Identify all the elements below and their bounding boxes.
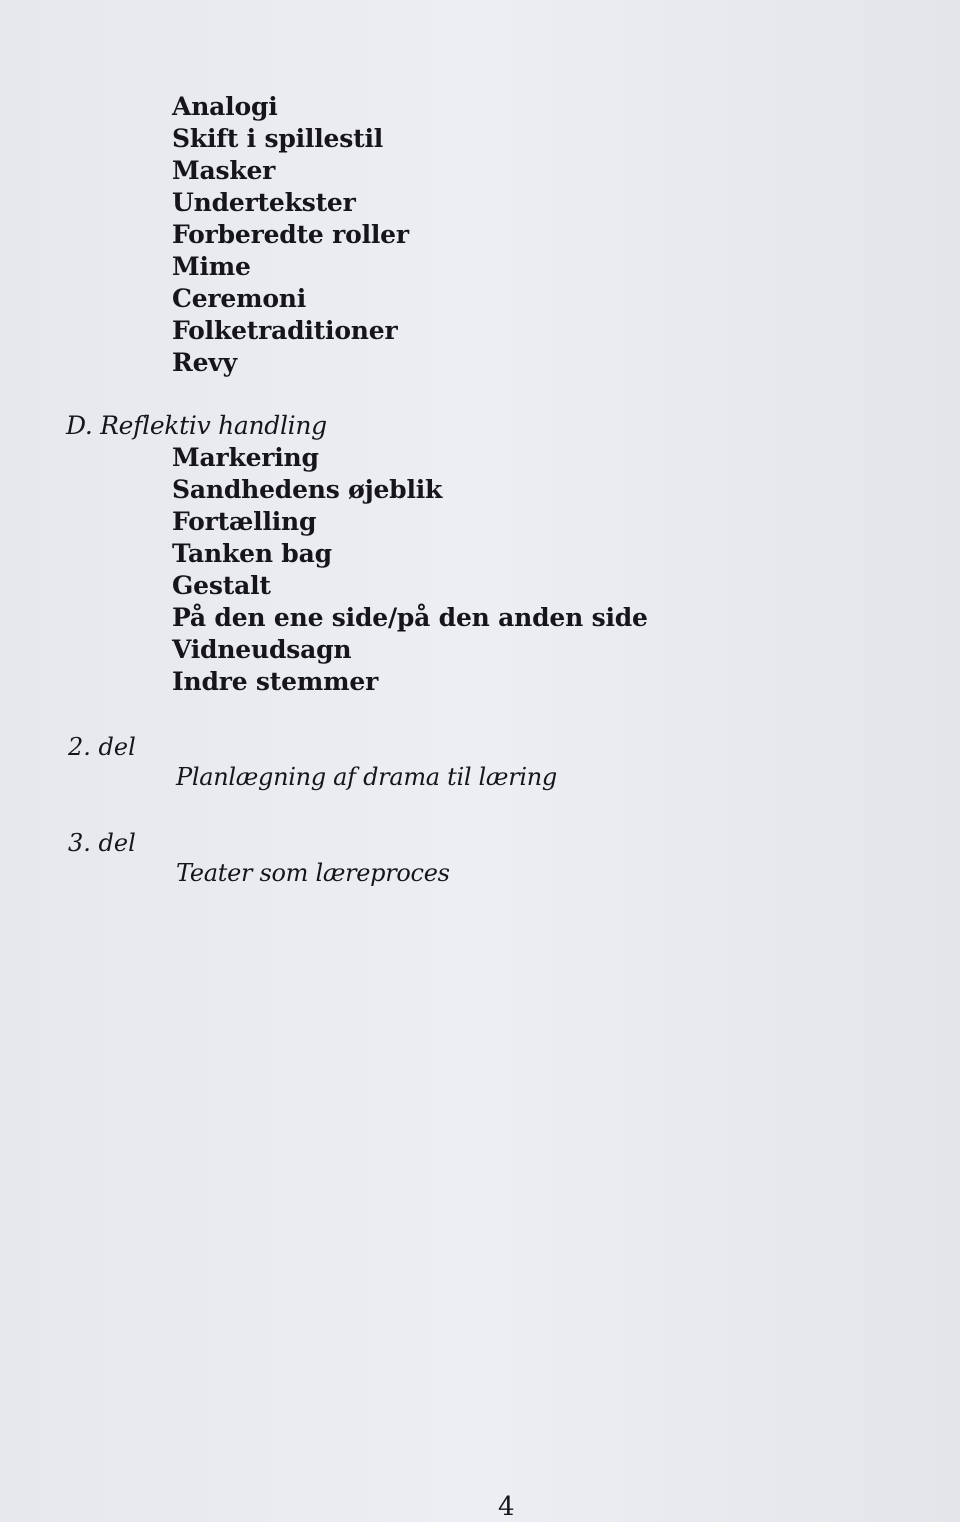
toc-item-fortaelling: Fortælling	[172, 507, 317, 536]
toc-item-tanken-bag: Tanken bag	[172, 539, 332, 568]
part-three-label: 3. del	[68, 829, 136, 857]
toc-item-masker: Masker	[172, 156, 276, 185]
toc-item-ceremoni: Ceremoni	[172, 284, 307, 313]
toc-item-sandhedens-ojeblik: Sandhedens øjeblik	[172, 475, 443, 504]
page-number: 4	[498, 1492, 515, 1522]
toc-item-gestalt: Gestalt	[172, 571, 271, 600]
toc-item-forberedte-roller: Forberedte roller	[172, 220, 409, 249]
toc-item-mime: Mime	[172, 252, 251, 281]
toc-item-analogi: Analogi	[172, 92, 278, 121]
toc-item-markering: Markering	[172, 443, 319, 472]
section-heading-reflektiv-handling: D. Reflektiv handling	[66, 411, 327, 440]
toc-item-folketraditioner: Folketraditioner	[172, 316, 398, 345]
part-two-title: Planlægning af drama til læring	[176, 763, 557, 791]
toc-item-undertekster: Undertekster	[172, 188, 356, 217]
toc-item-vidneudsagn: Vidneudsagn	[172, 635, 352, 664]
toc-item-revy: Revy	[172, 348, 237, 377]
toc-item-skift-i-spillestil: Skift i spillestil	[172, 124, 384, 153]
toc-item-indre-stemmer: Indre stemmer	[172, 667, 379, 696]
part-three-title: Teater som læreproces	[176, 859, 450, 887]
part-two-label: 2. del	[68, 733, 136, 761]
toc-item-paa-den-ene-side: På den ene side/på den anden side	[172, 603, 648, 632]
